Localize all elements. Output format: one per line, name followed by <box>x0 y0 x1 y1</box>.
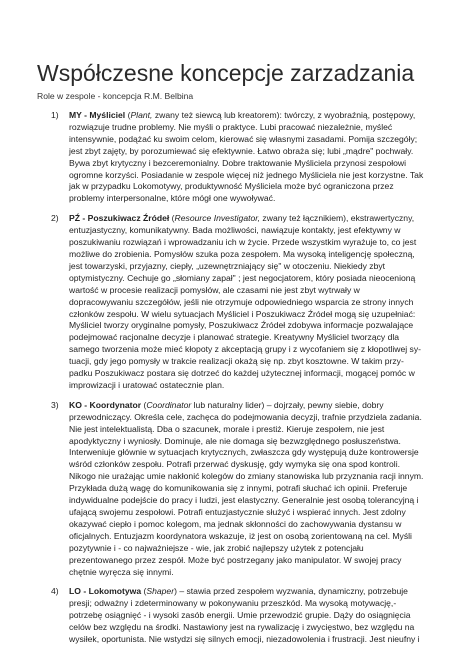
text-line <box>69 519 434 531</box>
text-segment: intensywnie, podążać ku swoim celom, kierować się własnymi zasadami. Pomija szczegóły; <box>69 133 418 144</box>
role-name: KO - Koordynator <box>69 399 142 410</box>
text-line <box>69 356 434 368</box>
role-english-name: Plant, <box>130 110 153 120</box>
role-english-name: Resource Investigator, <box>174 213 261 224</box>
text-segment: zwany też siewcą lub kreatorem): twórczy, z wyobraźnią, postępowy, <box>152 110 416 120</box>
text-segment: zwany też łącznikiem), ekstrawertyczny, <box>260 213 415 224</box>
list-item <box>37 213 434 392</box>
text-segment: okazywać ciepło i pomoc kolegom, ma jednak skłonności do zachowywania dystansu w <box>69 518 402 529</box>
text-line <box>69 586 434 598</box>
text-line <box>69 598 434 610</box>
text-line <box>69 622 434 634</box>
text-segment: członków zespołu. W wielu sytuacjach Myśliciel i Poszukiwacz Źródeł mogą się uzupełniać: <box>69 308 416 319</box>
text-line <box>69 158 434 170</box>
list-item-number: 1) <box>51 110 59 120</box>
text-segment: jest zbyt zajęty, by porozumiewać się efektywnie. Łatwo obraża się; lubi „mądre" pochwały. <box>69 145 414 156</box>
text-line <box>69 495 434 507</box>
text-line <box>69 273 434 285</box>
text-segment: przewodniczący. Określa cele, zachęca do podejmowania decyzji, trafnie przydziela zadania. <box>69 411 422 422</box>
text-segment: lub naturalny lider) – dojrzały, pewny siebie, dobry <box>191 399 384 410</box>
text-segment: jest towarzyski, przyjazny, ciepły, „uzewnętrzniający się" w otoczeniu. Niekiedy zbyt <box>69 260 386 271</box>
text-line <box>69 380 434 392</box>
text-line <box>69 459 434 471</box>
text-line <box>69 610 434 622</box>
text-segment: poszukiwaniu rozwiązań i wprowadzaniu ich w życie. Przede wszystkim wyrażuje to, co jest <box>69 237 417 248</box>
text-segment: presji; odważny i zdeterminowany w pokonywaniu przeszkód. Ma wysoką motywację,- <box>69 598 397 609</box>
text-line <box>69 567 434 579</box>
text-segment: ( <box>125 110 131 120</box>
text-line <box>69 213 434 225</box>
text-segment: optymistyczny. Cechuje go „słomiany zapał" ; jest negocjatorem, który posiada nieocenioną <box>69 272 416 283</box>
text-segment: ufającą swojemu zespołowi. Potrafi entuzjastycznie służyć i wspierać innych. Jest zdolny <box>69 507 406 517</box>
text-segment: celów bez względu na środki. Nastawiony jest na rywalizację i zwycięstwo, bez względu na <box>69 622 415 633</box>
text-line <box>69 320 434 332</box>
text-segment: Interweniuje głównie w sytuacjach krytycznych, zwłaszcza gdy występują duże kontrowersje <box>69 447 419 458</box>
text-segment: rozwiązuje trudne problemy. Nie myśli o praktyce. Lubi pracować niezależnie, myśleć <box>69 121 393 132</box>
text-segment: ) – stawia przed zespołem wyzwania, dynamiczny, potrzebuje <box>174 586 408 597</box>
text-segment: wśród członków zespołu. Potrafi przerwać dyskusję, gdy wymyka się ona spod kontroli. <box>69 459 401 470</box>
text-segment: apodyktyczny i wyniosły. Dominuje, ale nie domaga się bezwzględnego posłuszeństwa. <box>69 435 401 446</box>
text-line <box>69 412 434 424</box>
text-segment: ( <box>141 399 147 410</box>
text-line <box>69 447 434 459</box>
text-line <box>69 531 434 543</box>
text-line <box>69 507 434 519</box>
role-name: PŹ - Poszukiwacz Źródeł <box>69 213 170 224</box>
role-list <box>37 110 434 646</box>
text-line <box>69 285 434 297</box>
text-line <box>69 471 434 483</box>
text-segment: oficjalnych. Entuzjazm koordynatora wskazuje, iż jest on osobą zorientowaną na cel. Myśli <box>69 530 412 541</box>
text-segment: padku Poszukiwacz postara się dotrzeć do każdej użytecznej informacji, mogącej pomóc w <box>69 368 415 379</box>
text-line <box>69 181 434 193</box>
text-line <box>69 122 434 134</box>
text-line <box>69 237 434 249</box>
text-line <box>69 424 434 436</box>
text-segment: indywidualne podejście do pracy i ludzi, jest elastyczny. Generalnie jest osobą tolerancyjną i <box>69 495 419 506</box>
text-segment: Nikogo nie urażając umie nakłonić kolegów do zmiany stanowiska lub przyznania racji innym. <box>69 471 424 482</box>
text-line <box>69 134 434 146</box>
text-segment: ( <box>169 213 175 224</box>
document-title: Współczesne koncepcje zarzadzania <box>37 60 415 86</box>
text-line <box>69 261 434 273</box>
text-line <box>69 170 434 182</box>
text-segment: wysiłek, oportunista. Nie wstydzi się silnych emocji, niezadowolenia i frustracji. Jest nieufny i <box>69 634 420 645</box>
text-line <box>69 483 434 495</box>
text-line <box>69 309 434 321</box>
text-line <box>69 543 434 555</box>
list-item <box>37 400 434 579</box>
text-line <box>69 110 434 122</box>
list-item-number: 4) <box>51 586 59 597</box>
text-line <box>69 634 434 646</box>
text-line <box>69 555 434 567</box>
text-segment: samego tworzenia może mieć kłopoty z akceptacją grupy i z wycofaniem się z kłopotliwej sy- <box>69 344 422 355</box>
text-segment: dopracowywaniu szczegółów, jeśli nie otrzymuje odpowiedniego wsparcia ze strony innych <box>69 296 414 307</box>
text-segment: podejmować racjonalne decyzje i planować strategie. Kreatywny Myśliciel tworzący dla <box>69 332 400 343</box>
role-name: MY - Myśliciel <box>69 110 126 120</box>
text-segment: ogromne korzyści. Posiadanie w zespole więcej niż jednego Myśliciela nie jest korzystne. Tak <box>69 169 424 180</box>
text-line <box>69 297 434 309</box>
text-segment: wartość w procesie realizacji pomysłów, ale czasami nie jest zbyt wytrwały w <box>69 284 360 295</box>
list-item-number: 3) <box>51 399 59 410</box>
text-segment: prezentowanego przez zespół. Może być postrzegany jako manipulator. W swojej pracy <box>69 554 402 565</box>
text-segment: chętnie wyręcza się innymi. <box>69 566 174 577</box>
role-english-name: Coordinator <box>146 399 192 410</box>
document-subtitle: Role w zespole - koncepcja R.M. Belbina <box>37 91 194 101</box>
list-item-number: 2) <box>51 213 59 224</box>
text-segment: problemy interpersonalne, które mógł one wywoływać. <box>69 193 276 204</box>
text-segment: Nie jest intelektualistą. Dba o szacunek, morale i prestiż. Kieruje zespołem, nie jest <box>69 423 385 434</box>
text-segment: tuacji, gdy jego pomysły w trakcie realizacji okażą się np. zbyt kosztowne. W takim przy- <box>69 356 404 367</box>
list-item <box>37 586 434 646</box>
list-item <box>37 110 434 205</box>
role-english-name: Shaper <box>146 586 175 597</box>
text-segment: potrzebę osiągnięć - i wysoki zasób energii. Umie przewodzić grupie. Dąży do osiągnięcia <box>69 610 411 621</box>
role-name: LO - Lokomotywa <box>69 586 142 597</box>
text-line <box>69 225 434 237</box>
text-line <box>69 193 434 205</box>
text-line <box>69 146 434 158</box>
text-line <box>69 249 434 261</box>
text-segment: Myśliciel tworzy oryginalne pomysły, Poszukiwacz Źródeł zdobywa informacje pozwalające <box>69 320 414 331</box>
text-segment: jak w przypadku Lokomotywy, produktywność Myśliciela może być ograniczona przez <box>69 181 394 192</box>
text-segment: pozytywnie i - co najważniejsze - wie, jak zrobić najlepszy użytek z potencjału <box>69 542 364 553</box>
text-line <box>69 368 434 380</box>
text-line <box>69 400 434 412</box>
text-segment: Bywa zbyt krytyczny i bezceremonialny. Dobre traktowanie Myśliciela przynosi zespołowi <box>69 157 407 168</box>
text-segment: możliwe do zrobienia. Pomysłów szuka poza zespołem. Ma wysoką inteligencję społeczną, <box>69 248 415 259</box>
text-line <box>69 332 434 344</box>
text-segment: entuzjastyczny, komunikatywny. Bada możliwości, nawiązuje kontakty, jest efektywny w <box>69 225 401 236</box>
text-line <box>69 436 434 448</box>
text-segment: Przykłada dużą wagę do komunikowania się z innymi, potrafi słuchać ich opinii. Preferuje <box>69 483 408 494</box>
text-segment: improwizacji i uratować ostatecznie plan. <box>69 379 225 390</box>
text-line <box>69 344 434 356</box>
text-segment: ( <box>141 586 147 597</box>
